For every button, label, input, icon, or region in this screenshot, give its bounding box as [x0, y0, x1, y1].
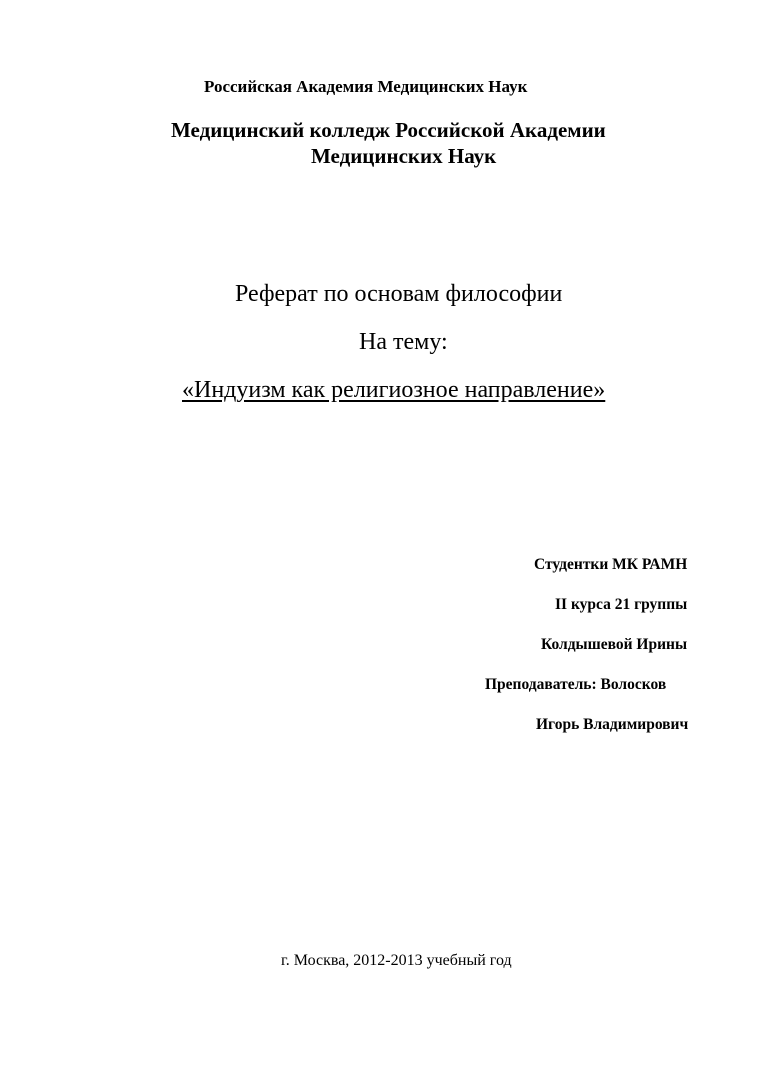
- academy-name: Российская Академия Медицинских Наук: [204, 77, 528, 96]
- college-name-line-1: Медицинский колледж Российской Академии: [171, 118, 606, 142]
- student-line-3: Колдышевой Ирины: [541, 636, 688, 653]
- teacher-line-2: Игорь Владимирович: [536, 716, 689, 733]
- student-line-1: Студентки МК РАМН: [534, 556, 688, 573]
- essay-title: Реферат по основам философии: [235, 281, 563, 307]
- footer-place-year: г. Москва, 2012-2013 учебный год: [281, 952, 512, 969]
- college-name-line-2: Медицинских Наук: [311, 144, 497, 168]
- topic-label: На тему:: [359, 329, 448, 355]
- student-line-2: II курса 21 группы: [555, 596, 688, 613]
- teacher-line-1: Преподаватель: Волосков: [485, 676, 667, 693]
- essay-topic: «Индуизм как религиозное направление»: [182, 377, 606, 403]
